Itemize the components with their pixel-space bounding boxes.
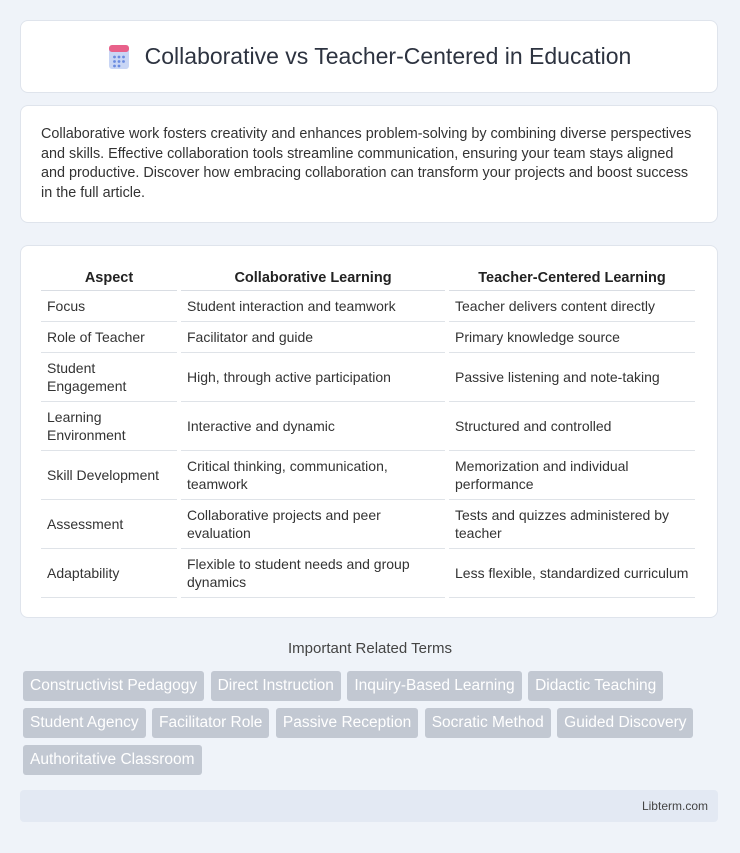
table-cell: Teacher delivers content directly bbox=[449, 291, 695, 322]
table-cell: Student Engagement bbox=[41, 353, 177, 402]
footer bbox=[20, 790, 718, 822]
table-cell: Flexible to student needs and group dynamics bbox=[181, 549, 445, 598]
table-cell: Primary knowledge source bbox=[449, 322, 695, 353]
table-cell: High, through active participation bbox=[181, 353, 445, 402]
table-cell: Memorization and individual performance bbox=[449, 451, 695, 500]
table-header-row bbox=[41, 266, 695, 291]
related-term-tag[interactable]: Socratic Method bbox=[425, 708, 551, 738]
table-cell: Collaborative projects and peer evaluation bbox=[181, 500, 445, 549]
footer-site-link[interactable]: Libterm.com bbox=[641, 799, 708, 813]
table-row bbox=[41, 500, 695, 549]
table-row bbox=[41, 353, 695, 402]
table-cell: Learning Environment bbox=[41, 402, 177, 451]
table-cell: Less flexible, standardized curriculum bbox=[449, 549, 695, 598]
table-cell: Focus bbox=[41, 291, 177, 322]
related-term-tag[interactable]: Passive Reception bbox=[276, 708, 418, 738]
table-cell: Facilitator and guide bbox=[181, 322, 445, 353]
comparison-table bbox=[37, 266, 699, 598]
table-cell: Tests and quizzes administered by teacher bbox=[449, 500, 695, 549]
table-row bbox=[41, 549, 695, 598]
table-cell: Role of Teacher bbox=[41, 322, 177, 353]
related-term-tag[interactable]: Constructivist Pedagogy bbox=[23, 671, 204, 701]
related-term-tag[interactable]: Direct Instruction bbox=[211, 671, 341, 701]
page-title: Collaborative vs Teacher-Centered in Education bbox=[144, 43, 632, 69]
table-row bbox=[41, 451, 695, 500]
column-header: Aspect bbox=[41, 266, 177, 291]
table-row bbox=[41, 291, 695, 322]
intro-card bbox=[20, 105, 718, 223]
table-cell: Structured and controlled bbox=[449, 402, 695, 451]
table-cell: Student interaction and teamwork bbox=[181, 291, 445, 322]
table-cell: Passive listening and note-taking bbox=[449, 353, 695, 402]
table-row bbox=[41, 402, 695, 451]
table-cell: Skill Development bbox=[41, 451, 177, 500]
document-icon bbox=[107, 44, 131, 70]
table-cell: Interactive and dynamic bbox=[181, 402, 445, 451]
table-cell: Assessment bbox=[41, 500, 177, 549]
related-term-tag[interactable]: Facilitator Role bbox=[152, 708, 269, 738]
related-term-tag[interactable]: Inquiry-Based Learning bbox=[347, 671, 521, 701]
related-terms-list bbox=[23, 671, 723, 782]
comparison-card bbox=[20, 245, 718, 618]
intro-text: Collaborative work fosters creativity and enhances problem-solving by combining diverse perspectives and skills. Effective collaboration tools streamline communication, ensuring your team stays aligned and productive. Discover how embracing collaboration can transform your projects and boost success in the full article. bbox=[41, 126, 692, 201]
table-cell: Critical thinking, communication, teamwork bbox=[181, 451, 445, 500]
related-term-tag[interactable]: Guided Discovery bbox=[557, 708, 693, 738]
table-cell: Adaptability bbox=[41, 549, 177, 598]
column-header: Teacher-Centered Learning bbox=[449, 266, 695, 291]
column-header: Collaborative Learning bbox=[181, 266, 445, 291]
title-card bbox=[20, 20, 718, 93]
related-term-tag[interactable]: Student Agency bbox=[23, 708, 146, 738]
related-term-tag[interactable]: Authoritative Classroom bbox=[23, 745, 202, 775]
related-term-tag[interactable]: Didactic Teaching bbox=[528, 671, 663, 701]
table-row bbox=[41, 322, 695, 353]
related-terms-title: Important Related Terms bbox=[288, 640, 452, 657]
